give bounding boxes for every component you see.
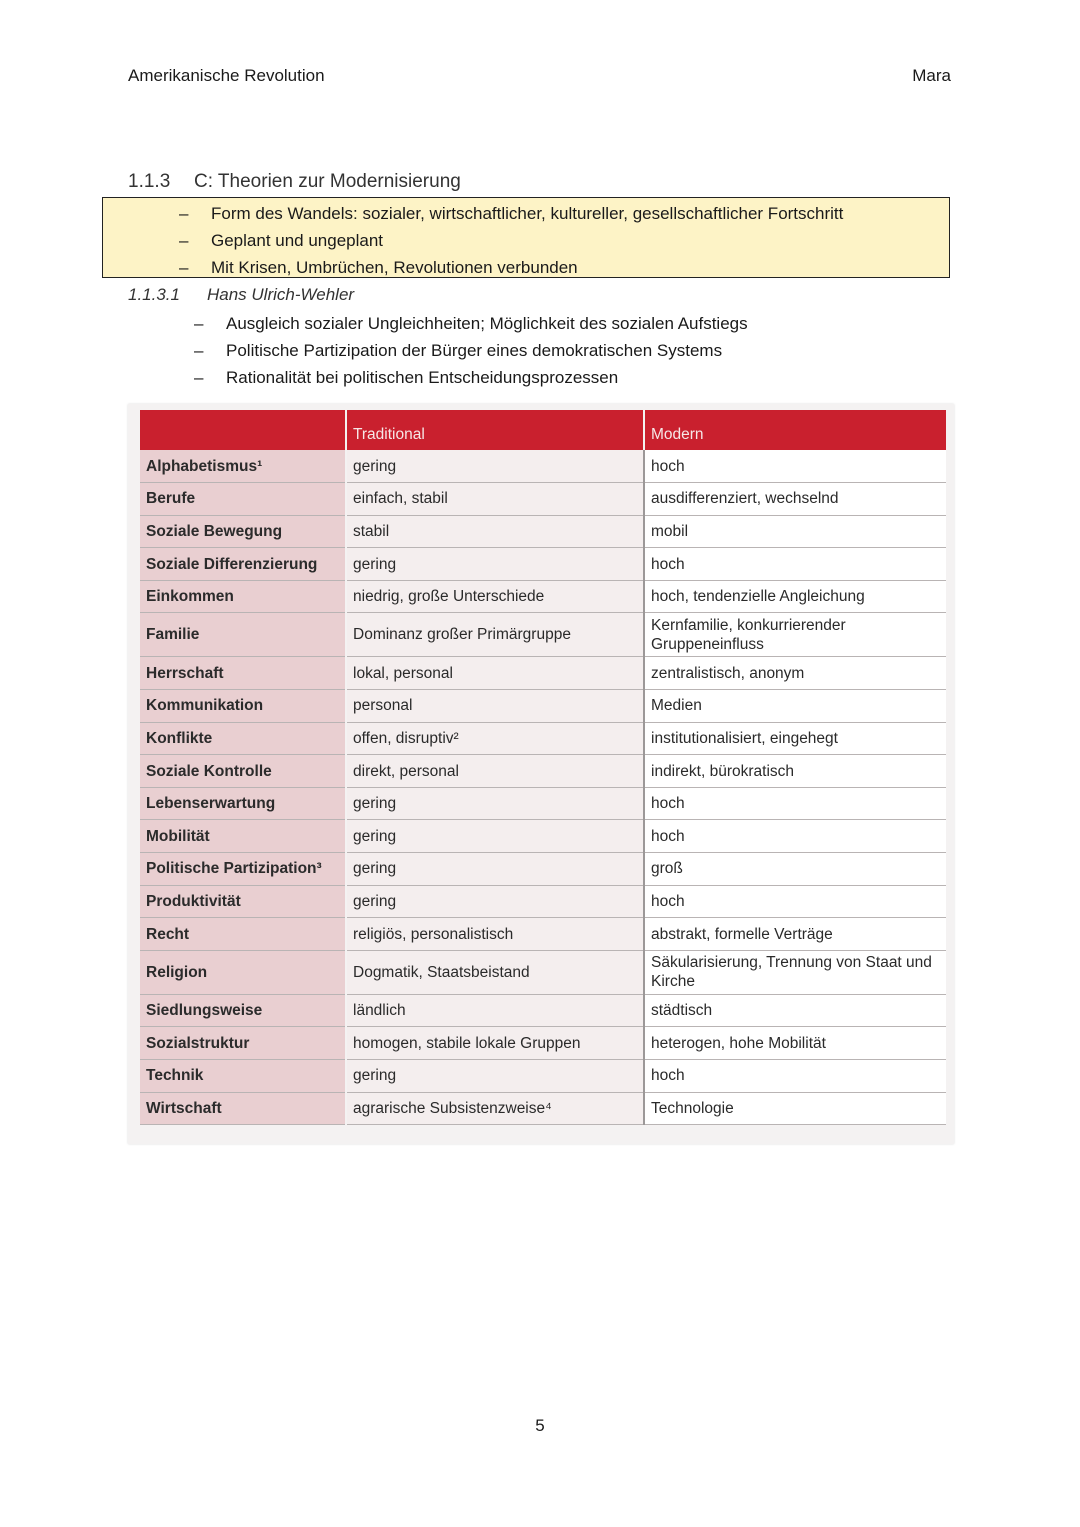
traditional-cell: gering bbox=[346, 787, 644, 820]
modern-cell: hoch bbox=[644, 885, 946, 918]
table-row bbox=[140, 994, 946, 1027]
criterion-cell: Religion bbox=[140, 950, 346, 994]
criterion-cell: Lebenserwartung bbox=[140, 787, 346, 820]
point-item: – Politische Partizipation der Bürger eines demokratischen Systems bbox=[128, 337, 748, 364]
table-row bbox=[140, 450, 946, 483]
modern-cell: indirekt, bürokratisch bbox=[644, 755, 946, 788]
criterion-cell: Recht bbox=[140, 918, 346, 951]
traditional-cell: direkt, personal bbox=[346, 755, 644, 788]
table-row bbox=[140, 613, 946, 657]
modern-cell: groß bbox=[644, 853, 946, 886]
traditional-cell: homogen, stabile lokale Gruppen bbox=[346, 1027, 644, 1060]
modernization-table bbox=[140, 410, 946, 1125]
traditional-cell: niedrig, große Unterschiede bbox=[346, 580, 644, 613]
table-header-row bbox=[140, 410, 946, 450]
author-name: Mara bbox=[912, 66, 951, 85]
traditional-cell: gering bbox=[346, 450, 644, 483]
summary-box bbox=[102, 197, 950, 278]
table-row bbox=[140, 885, 946, 918]
table-row bbox=[140, 722, 946, 755]
traditional-cell: gering bbox=[346, 853, 644, 886]
dash-bullet: – bbox=[194, 368, 204, 387]
dash-bullet: – bbox=[179, 258, 189, 277]
modern-cell: städtisch bbox=[644, 994, 946, 1027]
table-row bbox=[140, 690, 946, 723]
traditional-cell: offen, disruptiv² bbox=[346, 722, 644, 755]
summary-item: – Mit Krisen, Umbrüchen, Revolutionen verbunden bbox=[103, 254, 949, 281]
comparison-table-photo bbox=[128, 404, 954, 1144]
criterion-cell: Soziale Differenzierung bbox=[140, 548, 346, 581]
traditional-cell: Dominanz großer Primärgruppe bbox=[346, 613, 644, 657]
point-item: – Ausgleich sozialer Ungleichheiten; Möglichkeit des sozialen Aufstiegs bbox=[128, 310, 748, 337]
document-title: Amerikanische Revolution bbox=[128, 66, 325, 85]
summary-item: – Form des Wandels: sozialer, wirtschaftlicher, kultureller, gesellschaftlicher Fortschritt bbox=[103, 200, 949, 227]
modern-cell: Technologie bbox=[644, 1092, 946, 1125]
criterion-cell: Konflikte bbox=[140, 722, 346, 755]
modern-cell: hoch bbox=[644, 820, 946, 853]
traditional-cell: agrarische Subsistenzweise⁴ bbox=[346, 1092, 644, 1125]
modern-cell: mobil bbox=[644, 515, 946, 548]
modern-cell: hoch bbox=[644, 548, 946, 581]
criterion-cell: Siedlungsweise bbox=[140, 994, 346, 1027]
section-title: C: Theorien zur Modernisierung bbox=[194, 171, 461, 192]
modern-cell: Medien bbox=[644, 690, 946, 723]
traditional-cell: stabil bbox=[346, 515, 644, 548]
criterion-cell: Soziale Bewegung bbox=[140, 515, 346, 548]
table-row bbox=[140, 515, 946, 548]
modern-cell: hoch bbox=[644, 787, 946, 820]
modern-cell: hoch, tendenzielle Angleichung bbox=[644, 580, 946, 613]
criterion-cell: Sozialstruktur bbox=[140, 1027, 346, 1060]
modern-cell: hoch bbox=[644, 450, 946, 483]
modern-cell: hoch bbox=[644, 1060, 946, 1093]
criterion-cell: Herrschaft bbox=[140, 657, 346, 690]
table-row bbox=[140, 787, 946, 820]
criterion-cell: Alphabetismus¹ bbox=[140, 450, 346, 483]
modern-cell: ausdifferenziert, wechselnd bbox=[644, 483, 946, 516]
modern-cell: Kernfamilie, konkurrierender Gruppeneinfluss bbox=[644, 613, 946, 657]
dash-bullet: – bbox=[194, 341, 204, 360]
modern-cell: Säkularisierung, Trennung von Staat und Kirche bbox=[644, 950, 946, 994]
criterion-cell: Technik bbox=[140, 1060, 346, 1093]
table-row bbox=[140, 755, 946, 788]
traditional-cell: gering bbox=[346, 548, 644, 581]
traditional-cell: gering bbox=[346, 820, 644, 853]
table-row bbox=[140, 483, 946, 516]
summary-item: – Geplant und ungeplant bbox=[103, 227, 949, 254]
point-list bbox=[128, 310, 748, 391]
criterion-cell: Berufe bbox=[140, 483, 346, 516]
point-item: – Rationalität bei politischen Entscheidungsprozessen bbox=[128, 364, 748, 391]
table-row bbox=[140, 1027, 946, 1060]
subsection-title: Hans Ulrich-Wehler bbox=[207, 285, 355, 304]
subsection-heading bbox=[128, 285, 354, 305]
modern-cell: heterogen, hohe Mobilität bbox=[644, 1027, 946, 1060]
table-row bbox=[140, 548, 946, 581]
criterion-cell: Einkommen bbox=[140, 580, 346, 613]
table-row bbox=[140, 580, 946, 613]
criterion-cell: Kommunikation bbox=[140, 690, 346, 723]
header-modern: Modern bbox=[644, 410, 946, 450]
criterion-cell: Soziale Kontrolle bbox=[140, 755, 346, 788]
traditional-cell: ländlich bbox=[346, 994, 644, 1027]
traditional-cell: gering bbox=[346, 1060, 644, 1093]
dash-bullet: – bbox=[179, 204, 189, 223]
section-heading bbox=[128, 171, 461, 193]
criterion-cell: Familie bbox=[140, 613, 346, 657]
table-row bbox=[140, 1060, 946, 1093]
subsection-number: 1.1.3.1 bbox=[128, 285, 180, 304]
modern-cell: abstrakt, formelle Verträge bbox=[644, 918, 946, 951]
table-row bbox=[140, 918, 946, 951]
table-row bbox=[140, 657, 946, 690]
section-number: 1.1.3 bbox=[128, 171, 171, 192]
table-row bbox=[140, 1092, 946, 1125]
page-number: 5 bbox=[535, 1416, 545, 1435]
table-row bbox=[140, 820, 946, 853]
traditional-cell: lokal, personal bbox=[346, 657, 644, 690]
modern-cell: institutionalisiert, eingehegt bbox=[644, 722, 946, 755]
dash-bullet: – bbox=[194, 314, 204, 333]
modern-cell: zentralistisch, anonym bbox=[644, 657, 946, 690]
criterion-cell: Mobilität bbox=[140, 820, 346, 853]
dash-bullet: – bbox=[179, 231, 189, 250]
header-criterion bbox=[140, 410, 346, 450]
table-row bbox=[140, 950, 946, 994]
table-row bbox=[140, 853, 946, 886]
header-traditional: Traditional bbox=[346, 410, 644, 450]
traditional-cell: religiös, personalistisch bbox=[346, 918, 644, 951]
traditional-cell: personal bbox=[346, 690, 644, 723]
criterion-cell: Produktivität bbox=[140, 885, 346, 918]
criterion-cell: Politische Partizipation³ bbox=[140, 853, 346, 886]
traditional-cell: gering bbox=[346, 885, 644, 918]
traditional-cell: einfach, stabil bbox=[346, 483, 644, 516]
criterion-cell: Wirtschaft bbox=[140, 1092, 346, 1125]
traditional-cell: Dogmatik, Staatsbeistand bbox=[346, 950, 644, 994]
